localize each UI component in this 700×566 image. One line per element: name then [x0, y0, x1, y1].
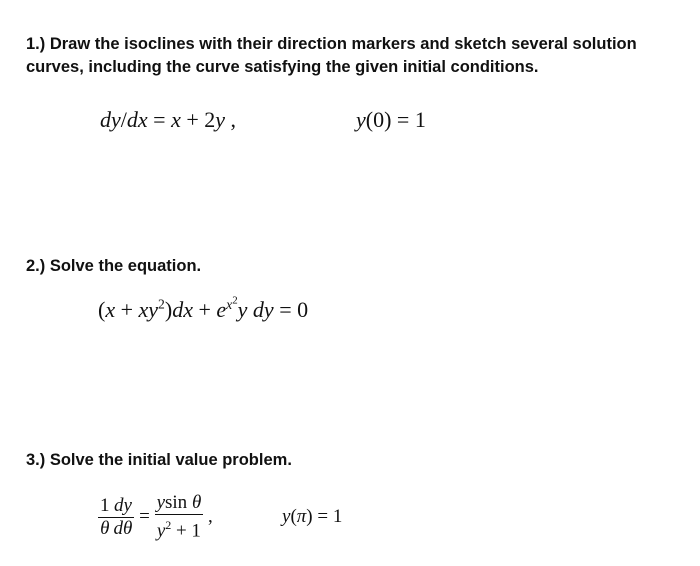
problem-2-equation-text: $(x + xy^2)dx + e^{x^2}y$ dy = 0 — [98, 294, 309, 322]
problem-3-initial-condition — [282, 506, 342, 528]
problem-1-initial-condition — [356, 107, 426, 133]
problem-1-equation-text: dy/dx = x + 2y , — [100, 107, 237, 132]
problem-1-title-line-1: 1.) Draw the isoclines with their direction markers and sketch several solution — [26, 35, 637, 53]
problem-3-equation — [98, 492, 213, 542]
problem-2-title: 2.) Solve the equation. — [26, 257, 202, 275]
problem-3-title: 3.) Solve the initial value problem. — [26, 451, 292, 469]
problem-2-equation — [98, 294, 308, 323]
problem-3-initial-condition-text: y(π) = 1 — [282, 506, 343, 527]
problem-3-equation-text: $\frac{1}{\theta}$ $\frac{dy}{d\theta}$ = $\frac{\text{ysin θ}}{y^2 + 1}$ , — [100, 492, 213, 542]
problem-1-initial-condition-text: y(0) = 1 — [356, 107, 426, 132]
problem-1-equation — [100, 107, 236, 133]
problem-1-title-line-2: curves, including the curve satisfying the given initial conditions. — [26, 58, 539, 76]
